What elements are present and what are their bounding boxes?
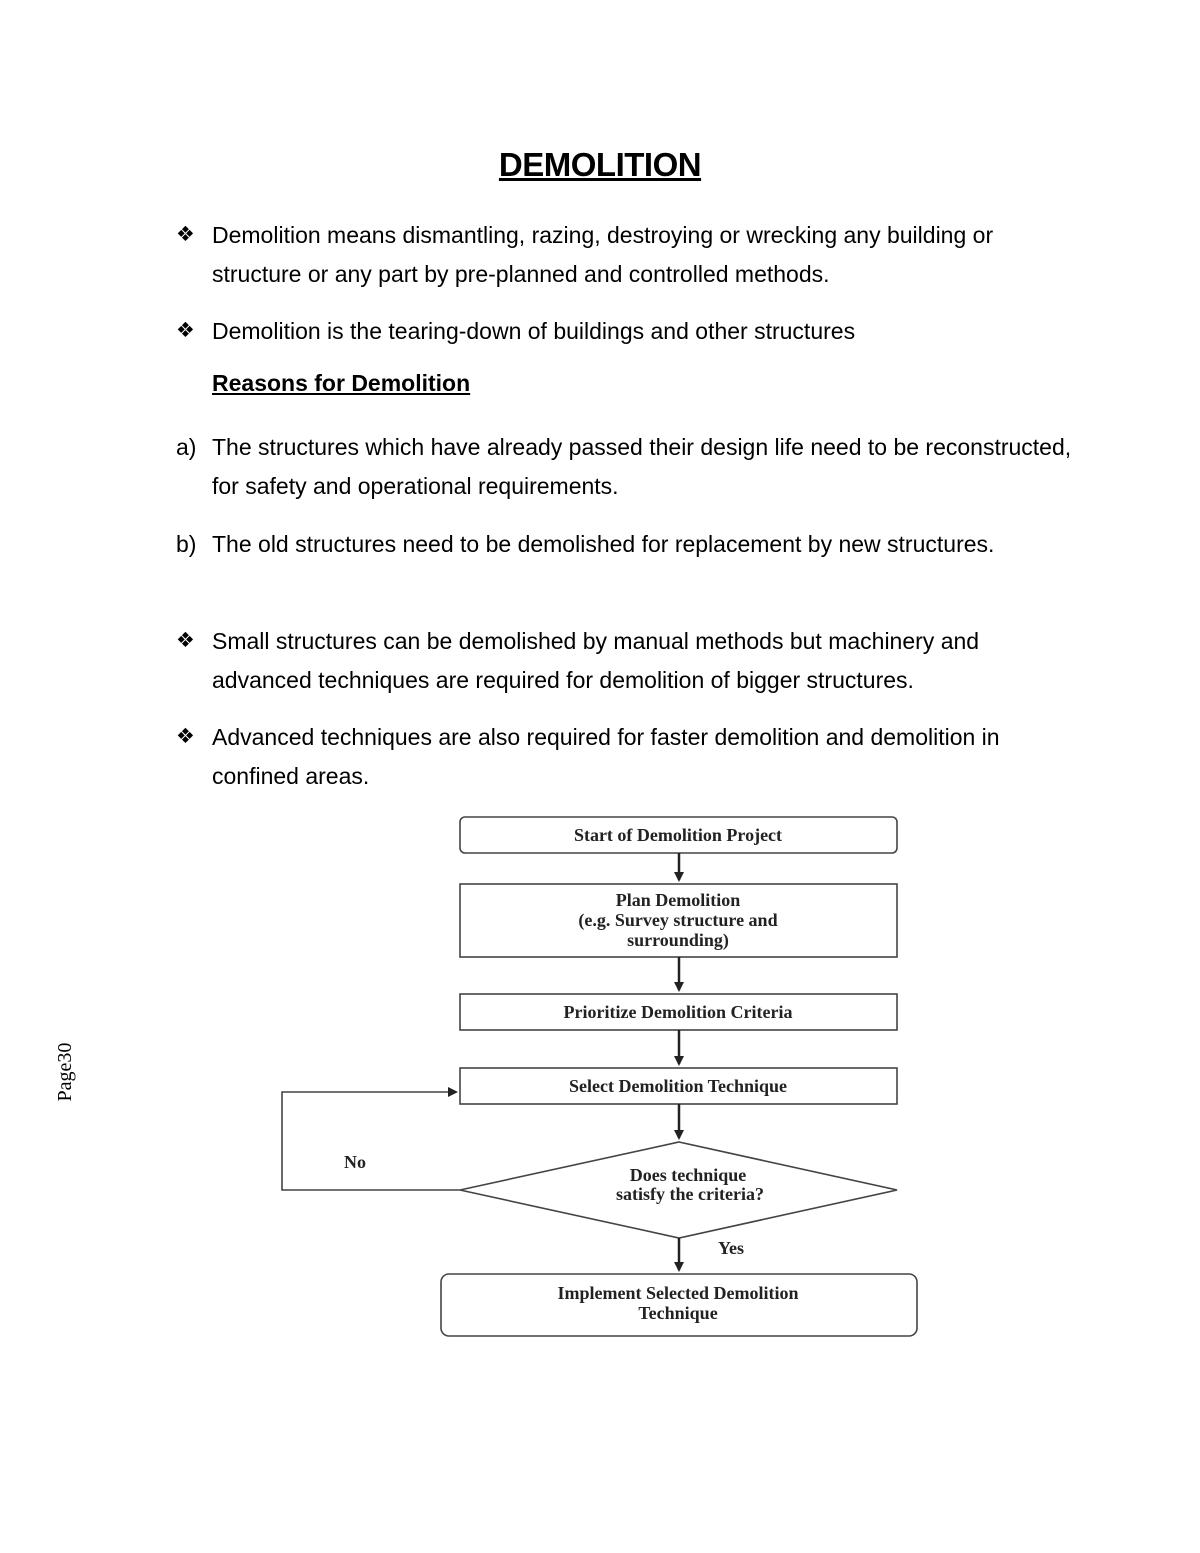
page-title: DEMOLITION — [498, 146, 702, 183]
bullet-diamond-icon: ❖ — [176, 725, 195, 748]
bullet-text: Demolition means dismantling, razing, destroying or wrecking any building or structure or any part by pre-planned and controlled methods. — [212, 222, 994, 287]
bullet-diamond-icon: ❖ — [176, 319, 195, 342]
no-label: No — [344, 1152, 366, 1172]
decision-line-2: satisfy the criteria? — [616, 1184, 764, 1204]
implement-box-line-2: Technique — [638, 1303, 718, 1323]
reason-text: The old structures need to be demolished for replacement by new structures. — [212, 531, 995, 557]
section-heading-reasons: Reasons for Demolition — [212, 370, 471, 396]
start-box-label: Start of Demolition Project — [573, 825, 783, 845]
plan-box-line-3: surrounding) — [627, 930, 729, 950]
list-marker: a) — [176, 434, 197, 460]
decision-line-1: Does technique — [629, 1165, 747, 1185]
page-number: Page30 — [54, 1042, 76, 1102]
bullet-text: Small structures can be demolished by manual methods but machinery and advanced techniques are required for demolition of bigger structures. — [212, 628, 980, 693]
bullet-diamond-icon: ❖ — [176, 629, 195, 652]
bullet-diamond-icon: ❖ — [176, 223, 195, 246]
yes-label: Yes — [718, 1238, 744, 1258]
prioritize-box-label: Prioritize Demolition Criteria — [563, 1002, 793, 1022]
reason-text: The structures which have already passed their design life need to be reconstructed, for safety and operational requirements. — [212, 434, 1072, 499]
plan-box-line-1: Plan Demolition — [615, 890, 741, 910]
list-marker: b) — [176, 531, 197, 557]
implement-box-line-1: Implement Selected Demolition — [557, 1283, 799, 1303]
select-box-label: Select Demolition Technique — [568, 1076, 788, 1096]
no-loop-connector — [282, 1092, 460, 1190]
plan-box-line-2: (e.g. Survey structure and — [578, 910, 778, 930]
bullet-text: Demolition is the tearing-down of buildings and other structures — [212, 318, 856, 344]
bullet-text: Advanced techniques are also required for faster demolition and demolition in confined areas. — [212, 724, 1000, 789]
